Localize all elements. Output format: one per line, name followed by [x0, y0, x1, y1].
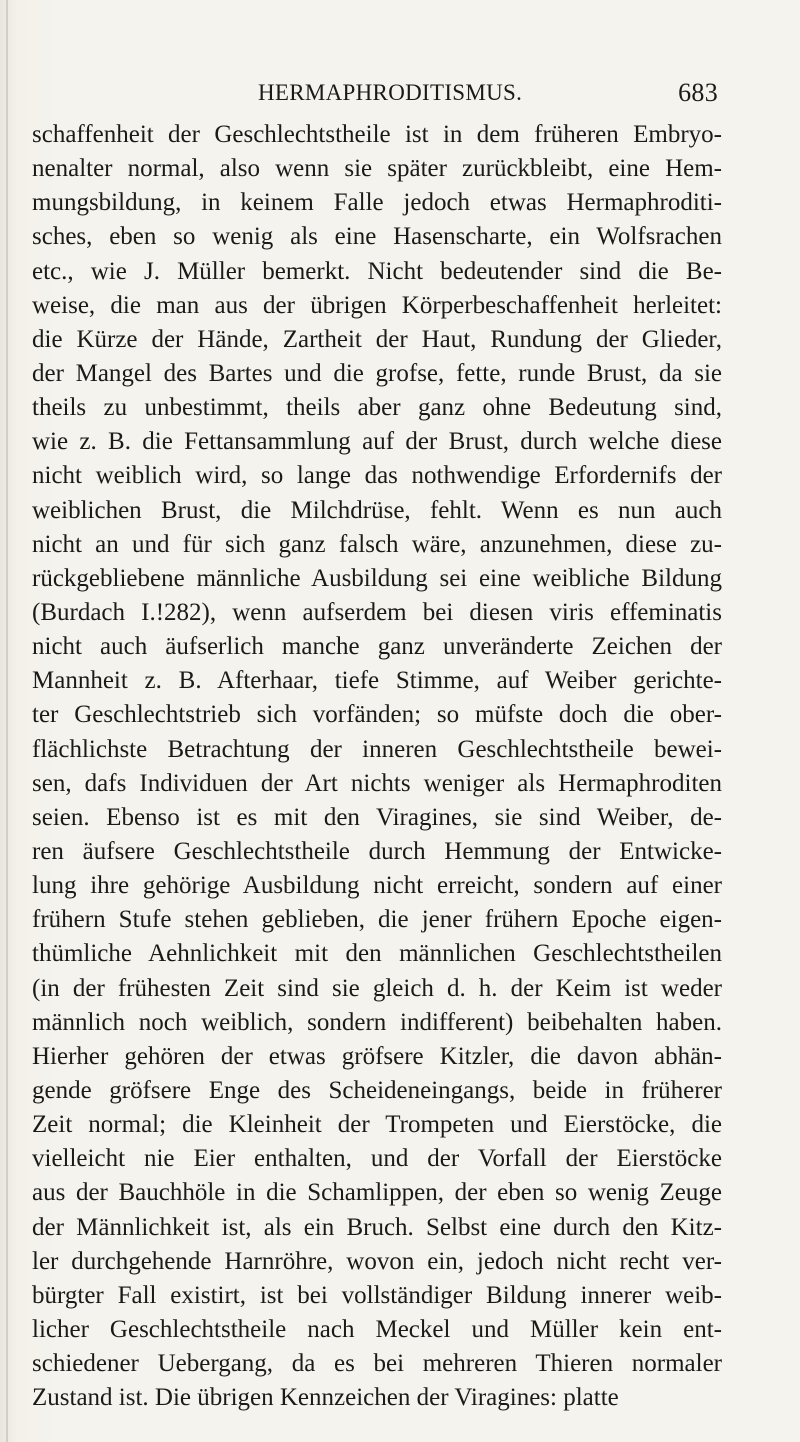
text-line: nicht an und für sich ganz falsch wäre, anzunehmen, diese zu-: [32, 530, 722, 558]
text-line: thümliche Aehnlichkeit mit den männlichen Geschlechtstheilen: [32, 940, 722, 968]
text-line: vielleicht nie Eier enthalten, und der Vorfall der Eierstöcke: [32, 1145, 722, 1173]
text-line: seien. Ebenso ist es mit den Viragines, sie sind Weiber, de-: [32, 803, 722, 831]
text-line: weise, die man aus der übrigen Körperbeschaffenheit herleitet:: [32, 291, 722, 319]
text-line: rückgebliebene männliche Ausbildung sei eine weibliche Bildung: [32, 564, 722, 592]
text-line: mungsbildung, in keinem Falle jedoch etwas Hermaphroditi-: [32, 189, 722, 217]
page-gutter: [6, 0, 8, 1442]
text-line: (in der frühesten Zeit sind sie gleich d. h. der Keim ist weder: [32, 974, 722, 1002]
text-line: licher Geschlechtstheile nach Meckel und Müller kein ent-: [32, 1315, 722, 1343]
text-line: männlich noch weiblich, sondern indifferent) beibehalten haben.: [32, 1008, 722, 1036]
text-line: weiblichen Brust, die Milchdrüse, fehlt. Wenn es nun auch: [32, 496, 722, 524]
body-text: [32, 118, 722, 1415]
text-line: gende gröfsere Enge des Scheideneingangs, beide in früherer: [32, 1076, 722, 1104]
text-line: der Mangel des Bartes und die grofse, fette, runde Brust, da sie: [32, 359, 722, 387]
text-line: wie z. B. die Fettansammlung auf der Brust, durch welche diese: [32, 428, 722, 456]
text-line: ren äufsere Geschlechtstheile durch Hemmung der Entwicke-: [32, 837, 722, 865]
text-line: die Kürze der Hände, Zartheit der Haut, Rundung der Glieder,: [32, 325, 722, 353]
text-line: Hierher gehören der etwas gröfsere Kitzler, die davon abhän-: [32, 1042, 722, 1070]
running-title: HERMAPHRODITISMUS.: [258, 80, 523, 105]
text-line: etc., wie J. Müller bemerkt. Nicht bedeutender sind die Be-: [32, 257, 722, 285]
text-line: schiedener Uebergang, da es bei mehreren Thieren normaler: [32, 1350, 722, 1378]
text-line: schaffenheit der Geschlechtstheile ist in dem früheren Embryo-: [32, 121, 722, 148]
text-line: nenalter normal, also wenn sie später zurückbleibt, eine Hem-: [32, 155, 722, 183]
text-line: ler durchgehende Harnröhre, wovon ein, jedoch nicht recht ver-: [32, 1247, 722, 1275]
text-line: Mannheit z. B. Afterhaar, tiefe Stimme, auf Weiber gerichte-: [32, 667, 722, 695]
text-line: theils zu unbestimmt, theils aber ganz ohne Bedeutung sind,: [32, 394, 722, 422]
text-line: aus der Bauchhöle in die Schamlippen, der eben so wenig Zeuge: [32, 1179, 722, 1207]
text-line: lung ihre gehörige Ausbildung nicht erreicht, sondern auf einer: [32, 872, 722, 900]
text-line: nicht auch äufserlich manche ganz unveränderte Zeichen der: [32, 633, 722, 661]
text-line: der Männlichkeit ist, als ein Bruch. Selbst eine durch den Kitz-: [32, 1213, 722, 1241]
text-line: sches, eben so wenig als eine Hasenscharte, ein Wolfsrachen: [32, 223, 722, 251]
text-line: nicht weiblich wird, so lange das nothwendige Erfordernifs der: [32, 462, 722, 490]
text-line: ter Geschlechtstrieb sich vorfänden; so müfste doch die ober-: [32, 701, 722, 729]
text-line: sen, dafs Individuen der Art nichts weniger als Hermaphroditen: [32, 769, 722, 797]
text-line: Zustand ist. Die übrigen Kennzeichen der Viragines: platte: [32, 1384, 619, 1412]
page-number: 683: [678, 78, 718, 107]
text-line: frühern Stufe stehen geblieben, die jener frühern Epoche eigen-: [32, 906, 722, 934]
text-line: (Burdach I.!282), wenn aufserdem bei diesen viris effeminatis: [32, 598, 722, 626]
text-line: flächlichste Betrachtung der inneren Geschlechtstheile bewei-: [32, 735, 722, 763]
text-line: Zeit normal; die Kleinheit der Trompeten und Eierstöcke, die: [32, 1111, 722, 1139]
text-line: bürgter Fall existirt, ist bei vollständiger Bildung innerer weib-: [32, 1281, 722, 1309]
